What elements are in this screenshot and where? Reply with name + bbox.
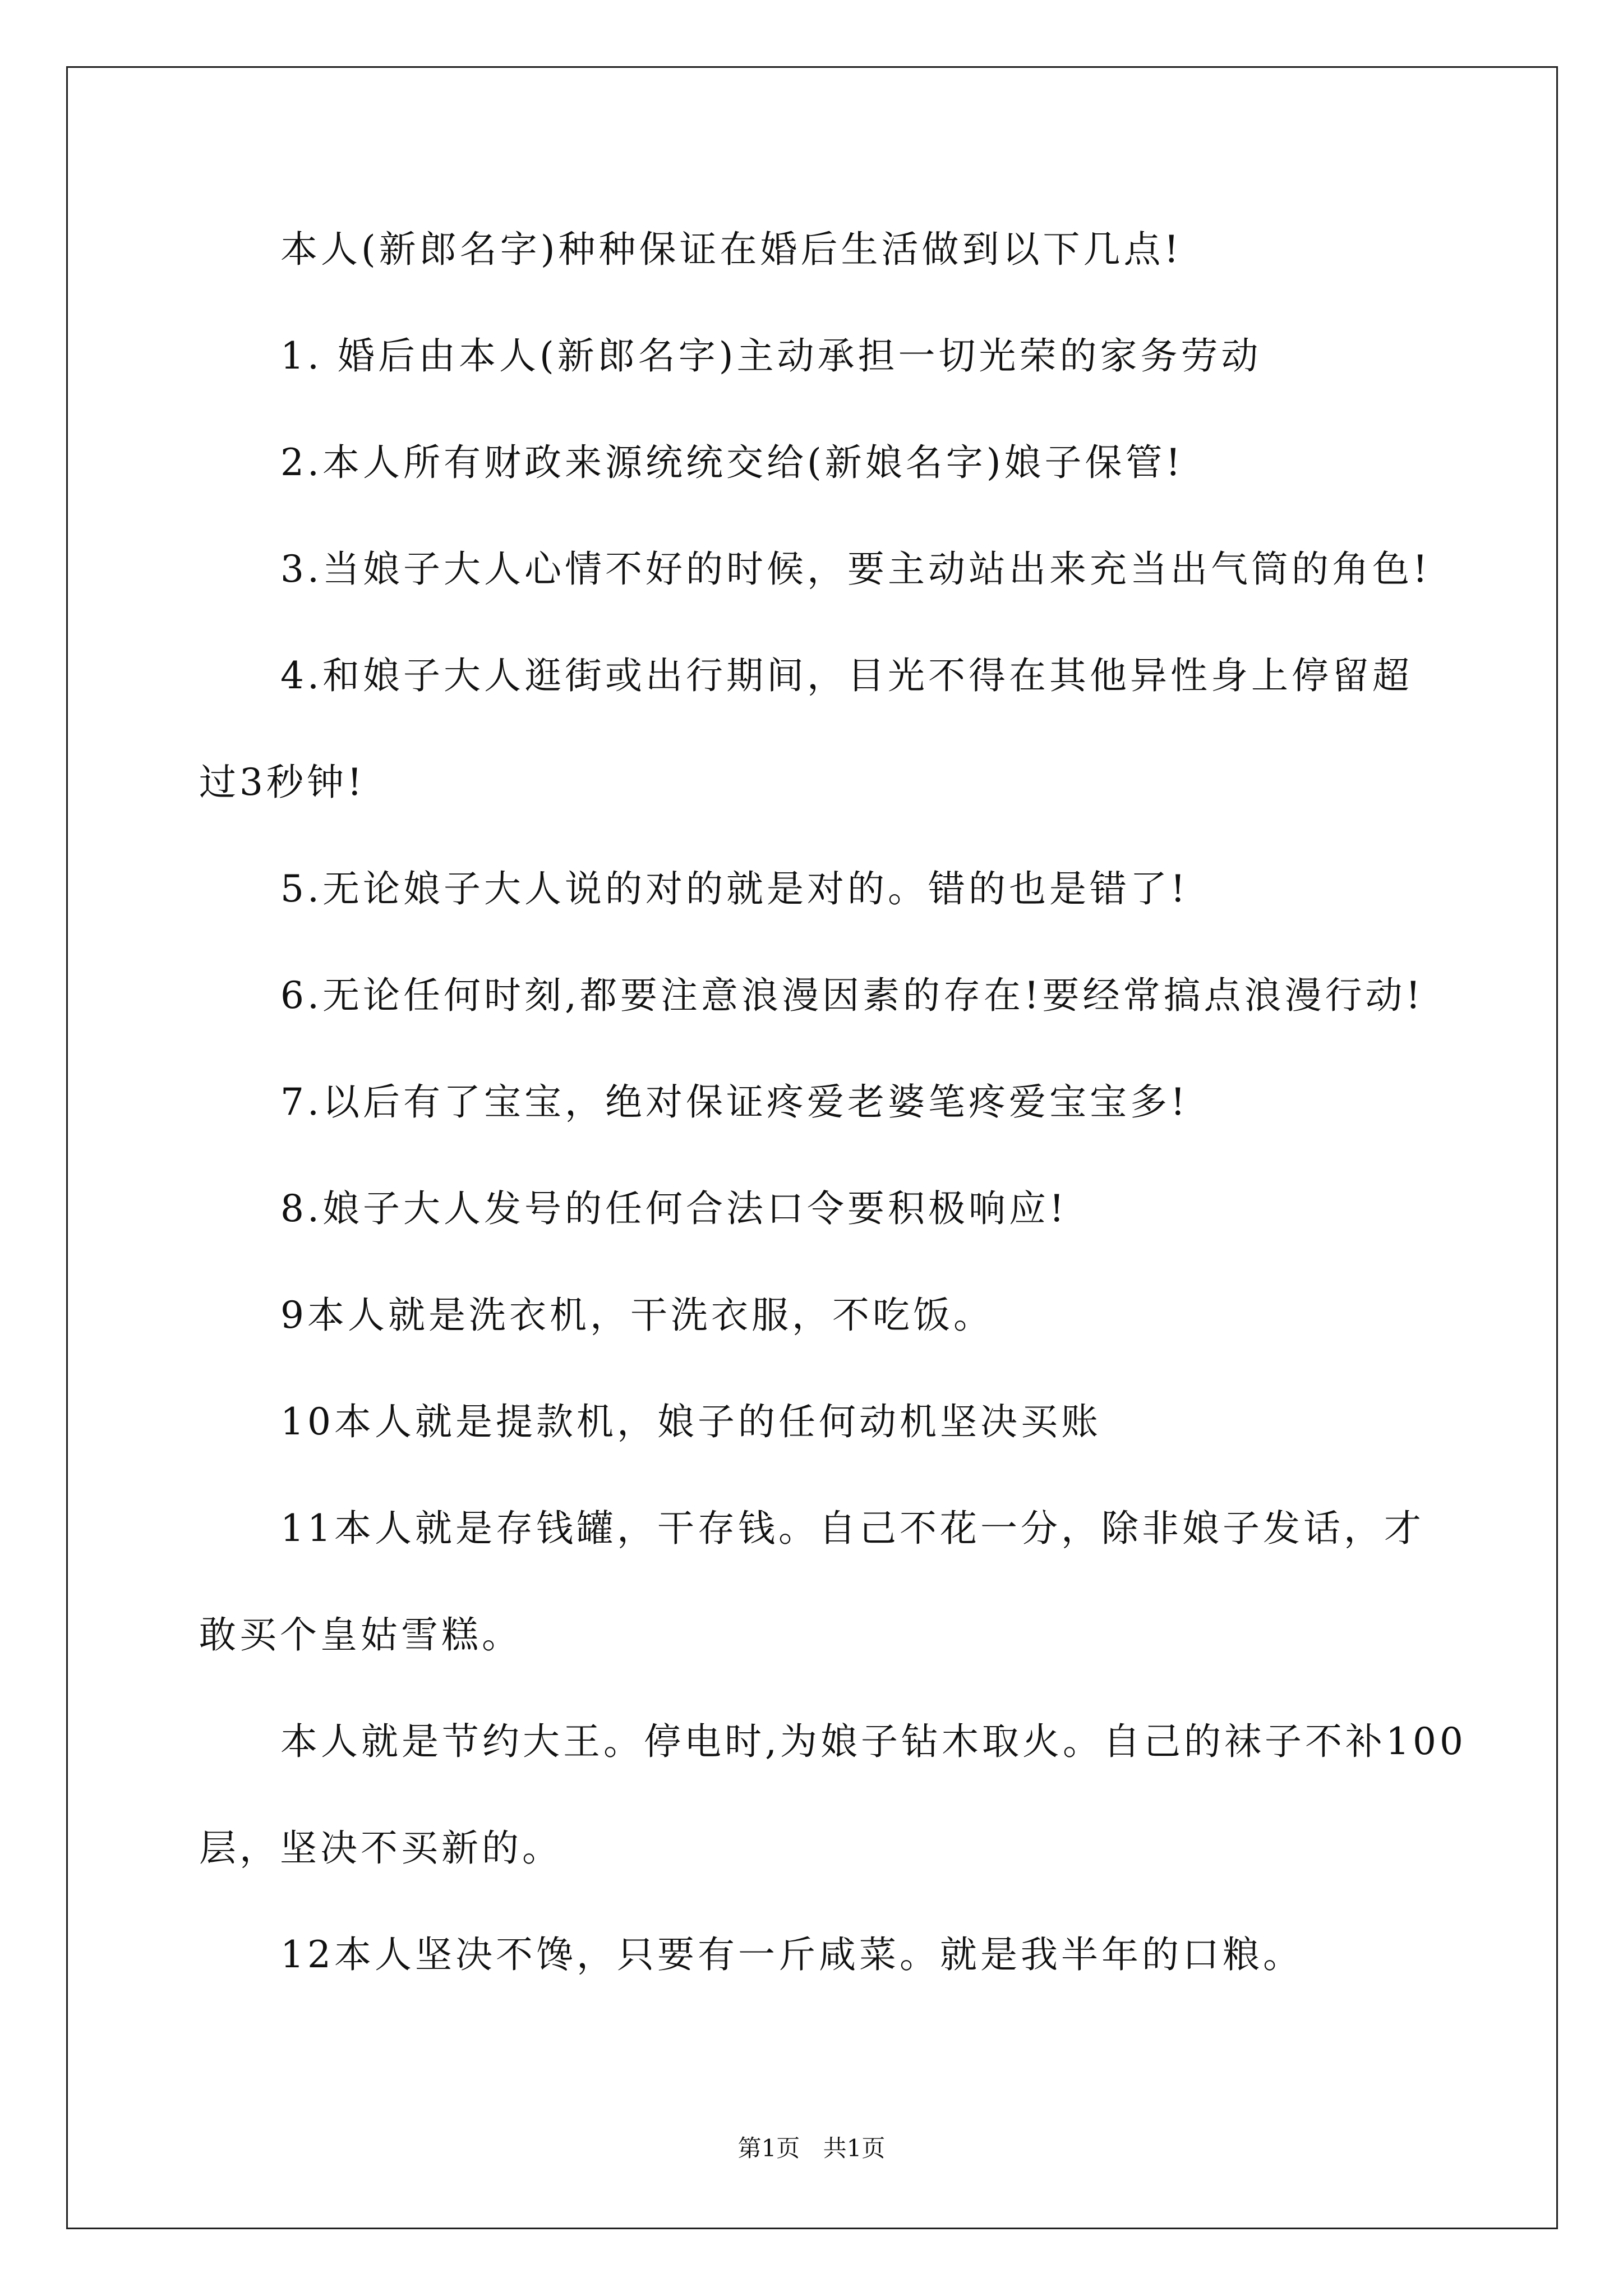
text-line: 敢买个皇姑雪糕。 [199, 1613, 522, 1657]
text-line: 3.当娘子大人心情不好的时候，要主动站出来充当出气筒的角色! [280, 547, 1431, 591]
text-line: 层，坚决不买新的。 [199, 1826, 562, 1870]
text-line: 12本人坚决不馋，只要有一斤咸菜。就是我半年的口粮。 [280, 1933, 1303, 1976]
text-line: 8.娘子大人发号的任何合法口令要积极响应! [280, 1187, 1068, 1230]
text-line: 7.以后有了宝宝，绝对保证疼爱老婆笔疼爱宝宝多! [280, 1080, 1189, 1124]
text-line: 本人(新郎名字)种种保证在婚后生活做到以下几点! [280, 228, 1183, 271]
text-line: 6.无论任何时刻,都要注意浪漫因素的存在!要经常搞点浪漫行动! [280, 974, 1424, 1017]
text-line: 9本人就是洗衣机，干洗衣服，不吃饭。 [280, 1294, 994, 1337]
text-line: 过3秒钟! [199, 761, 366, 804]
text-line: 本人就是节约大王。停电时,为娘子钻木取火。自己的袜子不补100 [280, 1720, 1467, 1763]
text-line: 11本人就是存钱罐，干存钱。自己不花一分，除非娘子发话，才 [280, 1507, 1424, 1550]
text-line: 10本人就是提款机，娘子的任何动机坚决买账 [280, 1400, 1101, 1443]
page-number: 第1页 [737, 2134, 800, 2162]
text-line: 1. 婚后由本人(新郎名字)主动承担一切光荣的家务劳动 [280, 334, 1262, 378]
text-line: 4.和娘子大人逛街或出行期间，目光不得在其他异性身上停留超 [280, 654, 1413, 697]
page-footer [0, 2134, 1623, 2162]
text-line: 5.无论娘子大人说的对的就是对的。错的也是错了! [280, 867, 1189, 910]
text-line: 2.本人所有财政来源统统交给(新娘名字)娘子保管! [280, 441, 1184, 484]
page-total: 共1页 [823, 2134, 886, 2162]
